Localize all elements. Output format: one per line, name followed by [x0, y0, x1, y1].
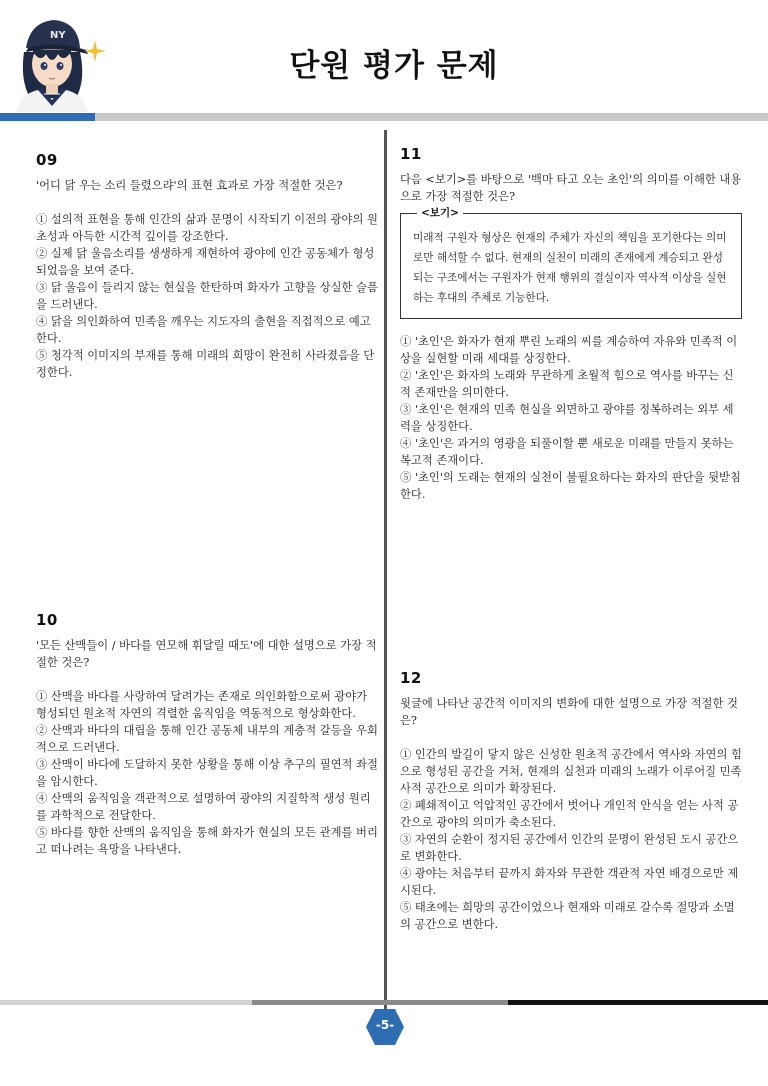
page-title: 단원 평가 문제	[289, 48, 499, 84]
question-stem: '모든 산맥들이 / 바다를 연모해 휘달릴 때도'에 대한 설명으로 가장 적절한 것은?	[36, 639, 377, 669]
option-5[interactable]: ⑤ 바다를 향한 산맥의 움직임을 통해 화자가 현실의 모든 관계를 버리고 떠나려는 욕망을 나타낸다.	[36, 826, 378, 856]
option-1[interactable]: ① 산맥을 바다를 사랑하여 달려가는 존재로 의인화함으로써 광야가 형성되던 원초적 자연의 격렬한 움직임을 역동적으로 형상화한다.	[36, 690, 368, 720]
option-3[interactable]: ③ 자연의 순환이 정지된 공간에서 인간의 문명이 완성된 도시 공간으로 변화한다.	[400, 833, 739, 863]
page-number: -5-	[375, 1018, 395, 1032]
header-accent-bar	[0, 113, 95, 121]
option-5[interactable]: ⑤ 청각적 이미지의 부재를 통해 미래의 희망이 완전히 사라졌음을 단정한다.	[36, 349, 375, 379]
option-2[interactable]: ② 실제 닭 울음소리를 생생하게 재현하여 광야에 인간 공동체가 형성되었음을 보여 준다.	[36, 247, 375, 277]
question-stem: 다음 <보기>를 바탕으로 '백마 타고 오는 초인'의 의미를 이해한 내용으로 가장 적절한 것은?	[400, 173, 742, 203]
footer-bar-mid	[252, 1000, 508, 1005]
column-divider	[384, 130, 387, 1030]
question-number: 10	[36, 611, 58, 629]
header-rule	[95, 113, 768, 121]
option-4[interactable]: ④ 산맥의 움직임을 객관적으로 설명하여 광야의 지질학적 생성 원리를 과학적으로 전달한다.	[36, 792, 371, 822]
question-number: 11	[400, 145, 422, 163]
question-11	[400, 146, 742, 503]
question-number: 09	[36, 151, 58, 169]
bogi-text: 미래적 구원자 형상은 현재의 주체가 자신의 책임을 포기한다는 의미로만 해석할 수 없다. 현재의 실천이 미래의 존재에게 계승되고 완성되는 구조에서는 구원자가 현재 행위의 결실이자 역사적 이상을 실현하는 후대의 주체로 기능한다.	[413, 232, 727, 304]
option-4[interactable]: ④ 닭을 의인화하여 민족을 깨우는 지도자의 출현을 직접적으로 예고한다.	[36, 315, 371, 345]
footer-bar-light	[0, 1000, 252, 1005]
option-2[interactable]: ② 폐쇄적이고 억압적인 공간에서 벗어나 개인적 안식을 얻는 사적 공간으로 광야의 의미가 축소된다.	[400, 799, 739, 829]
question-stem: '어디 닭 우는 소리 들렸으랴'의 표현 효과로 가장 적절한 것은?	[36, 179, 343, 192]
option-5[interactable]: ⑤ 태초에는 희망의 공간이었으나 현재와 미래로 갈수록 절망과 소멸의 공간으로 변한다.	[400, 901, 735, 931]
option-4[interactable]: ④ 광야는 처음부터 끝까지 화자와 무관한 객관적 자연 배경으로만 제시된다.	[400, 867, 739, 897]
option-4[interactable]: ④ '초인'은 과거의 영광을 되풀이할 뿐 새로운 미래를 만들지 못하는 복고적 존재이다.	[400, 437, 734, 467]
bogi-label: <보기>	[417, 206, 463, 220]
question-number: 12	[400, 669, 422, 687]
option-2[interactable]: ② 산맥과 바다의 대립을 통해 인간 공동체 내부의 계층적 갈등을 우회적으로 드러낸다.	[36, 724, 378, 754]
option-1[interactable]: ① 설의적 표현을 통해 인간의 삶과 문명이 시작되기 이전의 광야의 원초성과 아득한 시간적 깊이를 강조한다.	[36, 213, 378, 243]
option-3[interactable]: ③ 산맥이 바다에 도달하지 못한 상황을 통해 이상 추구의 필연적 좌절을 암시한다.	[36, 758, 378, 788]
option-3[interactable]: ③ '초인'은 현재의 민족 현실을 외면하고 광야를 정복하려는 외부 세력을 상징한다.	[400, 403, 734, 433]
question-09	[36, 152, 380, 381]
question-10	[36, 612, 380, 858]
option-1[interactable]: ① '초인'은 화자가 현재 뿌린 노래의 씨를 계승하여 자유와 민족적 이상을 실현할 미래 세대를 상징한다.	[400, 335, 738, 365]
question-12	[400, 670, 742, 933]
option-5[interactable]: ⑤ '초인'의 도래는 현재의 실천이 불필요하다는 화자의 판단을 뒷받침한다.	[400, 471, 741, 501]
footer-bar-dark	[508, 1000, 768, 1005]
option-2[interactable]: ② '초인'은 화자의 노래와 무관하게 초월적 힘으로 역사를 바꾸는 신적 존재만을 의미한다.	[400, 369, 734, 399]
svg-text:NY: NY	[50, 30, 66, 41]
question-stem: 윗글에 나타난 공간적 이미지의 변화에 대한 설명으로 가장 적절한 것은?	[400, 697, 738, 727]
bogi-box	[400, 207, 742, 319]
option-1[interactable]: ① 인간의 발길이 닿지 않은 신성한 원초적 공간에서 역사와 자연의 힘으로 형성된 공간을 거쳐, 현재의 실천과 미래의 노래가 이루어질 민족사적 공간으로 의미가 확장된다.	[400, 748, 742, 795]
option-3[interactable]: ③ 닭 울음이 들리지 않는 현실을 한탄하며 화자가 고향을 상실한 슬픔을 드러낸다.	[36, 281, 378, 311]
